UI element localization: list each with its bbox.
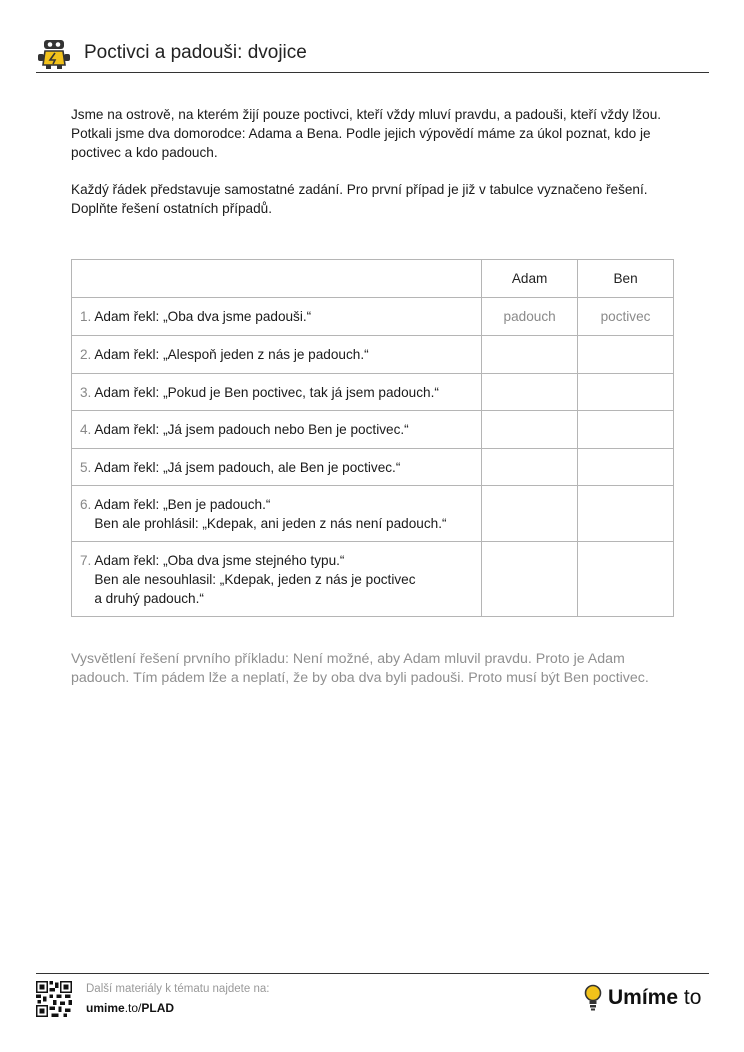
question-line: Ben ale nesouhlasil: „Kdepak, jeden z nás je poctivec [94,571,416,587]
footer-link-tld: .to/ [124,1001,142,1015]
answer-cell-ben[interactable] [578,411,674,449]
question-text [94,383,439,402]
question-number: 6. [80,496,92,512]
question-line: Adam řekl: „Ben je padouch.“ [94,496,271,512]
question-line: Ben ale prohlásil: „Kdepak, ani jeden z nás není padouch.“ [94,515,447,531]
lightbulb-icon [584,984,602,1012]
question-text [94,307,311,326]
footer-link[interactable] [86,1001,174,1015]
table-row [72,542,674,617]
solution-explanation: Vysvětlení řešení prvního příkladu: Není možné, aby Adam mluvil pravdu. Proto je Adam padouch. Tím pádem lže a neplatí, že by oba dva byli padouši. Proto musí být Ben poctivec. [71,651,649,686]
question-line: Adam řekl: „Pokud je Ben poctivec, tak já jsem padouch.“ [94,384,439,400]
question-number: 3. [80,384,92,400]
table-row [72,374,674,411]
page-title: Poctivci a padouši: dvojice [84,42,307,63]
question-cell [72,298,482,336]
question-line: Adam řekl: „Oba dva jsme stejného typu.“ [94,552,345,568]
header-empty-cell [72,260,482,298]
question-line: Adam řekl: „Já jsem padouch nebo Ben je poctivec.“ [94,422,409,437]
answer-cell-adam[interactable] [482,411,578,449]
question-line: Adam řekl: „Alespoň jeden z nás je padouch.“ [94,347,369,362]
question-cell [72,449,482,486]
answer-cell-adam[interactable] [482,336,578,374]
question-cell [72,542,482,617]
table-row [72,449,674,486]
question-number: 2. [80,347,92,362]
question-number: 1. [80,309,92,324]
footer-divider [36,973,709,974]
answer-cell-ben[interactable] [578,542,674,617]
solution-table [71,259,674,617]
intro-paragraph-1: Jsme na ostrově, na kterém žijí pouze poctivci, kteří vždy mluví pravdu, a padouši, kteří vždy lžou. Potkali jsme dva domorodce: Adama a Bena. Podle jejich výpovědí máme za úkol poznat, kdo je poctivec a kdo padouch. [71,107,662,160]
intro-text [71,105,671,236]
question-number: 4. [80,422,92,437]
answer-cell-adam[interactable] [482,486,578,542]
table-row [72,411,674,449]
answer-cell-adam[interactable] [482,449,578,486]
question-cell [72,411,482,449]
question-cell [72,336,482,374]
robot-logo-icon [36,38,72,70]
question-text [94,495,446,533]
question-line: Adam řekl: „Oba dva jsme padouši.“ [94,309,312,324]
answer-cell-adam[interactable] [482,542,578,617]
answer-cell-ben[interactable]: poctivec [578,298,674,336]
question-text [94,551,415,608]
brand-name [608,986,701,1010]
question-line: a druhý padouch.“ [94,590,204,606]
footer-link-code: PLAD [141,1001,175,1015]
brand-name-light: to [678,986,702,1009]
question-text [94,345,368,364]
question-number: 5. [80,459,92,475]
question-cell [72,374,482,411]
table-row [72,298,674,336]
footer-note: Další materiály k tématu najdete na: [86,983,270,995]
header-adam: Adam [482,260,578,298]
answer-cell-ben[interactable] [578,374,674,411]
qr-code-icon [36,981,72,1017]
answer-cell-ben[interactable] [578,449,674,486]
intro-paragraph-2: Každý řádek představuje samostatné zadání. Pro první případ je již v tabulce vyznačeno řešení. Doplňte řešení ostatních případů. [71,182,648,216]
table-header-row [72,260,674,298]
answer-cell-ben[interactable] [578,336,674,374]
question-text [94,420,408,439]
page-header [36,38,709,73]
brand-logo [584,984,701,1012]
answer-cell-adam[interactable] [482,374,578,411]
table-row [72,486,674,542]
question-line: Adam řekl: „Já jsem padouch, ale Ben je poctivec.“ [94,459,401,475]
footer-link-domain: umime [86,1001,125,1015]
question-text [94,458,400,477]
answer-cell-ben[interactable] [578,486,674,542]
brand-name-bold: Umíme [608,986,679,1009]
header-ben: Ben [578,260,674,298]
table-row [72,336,674,374]
question-cell [72,486,482,542]
question-number: 7. [80,552,92,568]
answer-cell-adam[interactable]: padouch [482,298,578,336]
